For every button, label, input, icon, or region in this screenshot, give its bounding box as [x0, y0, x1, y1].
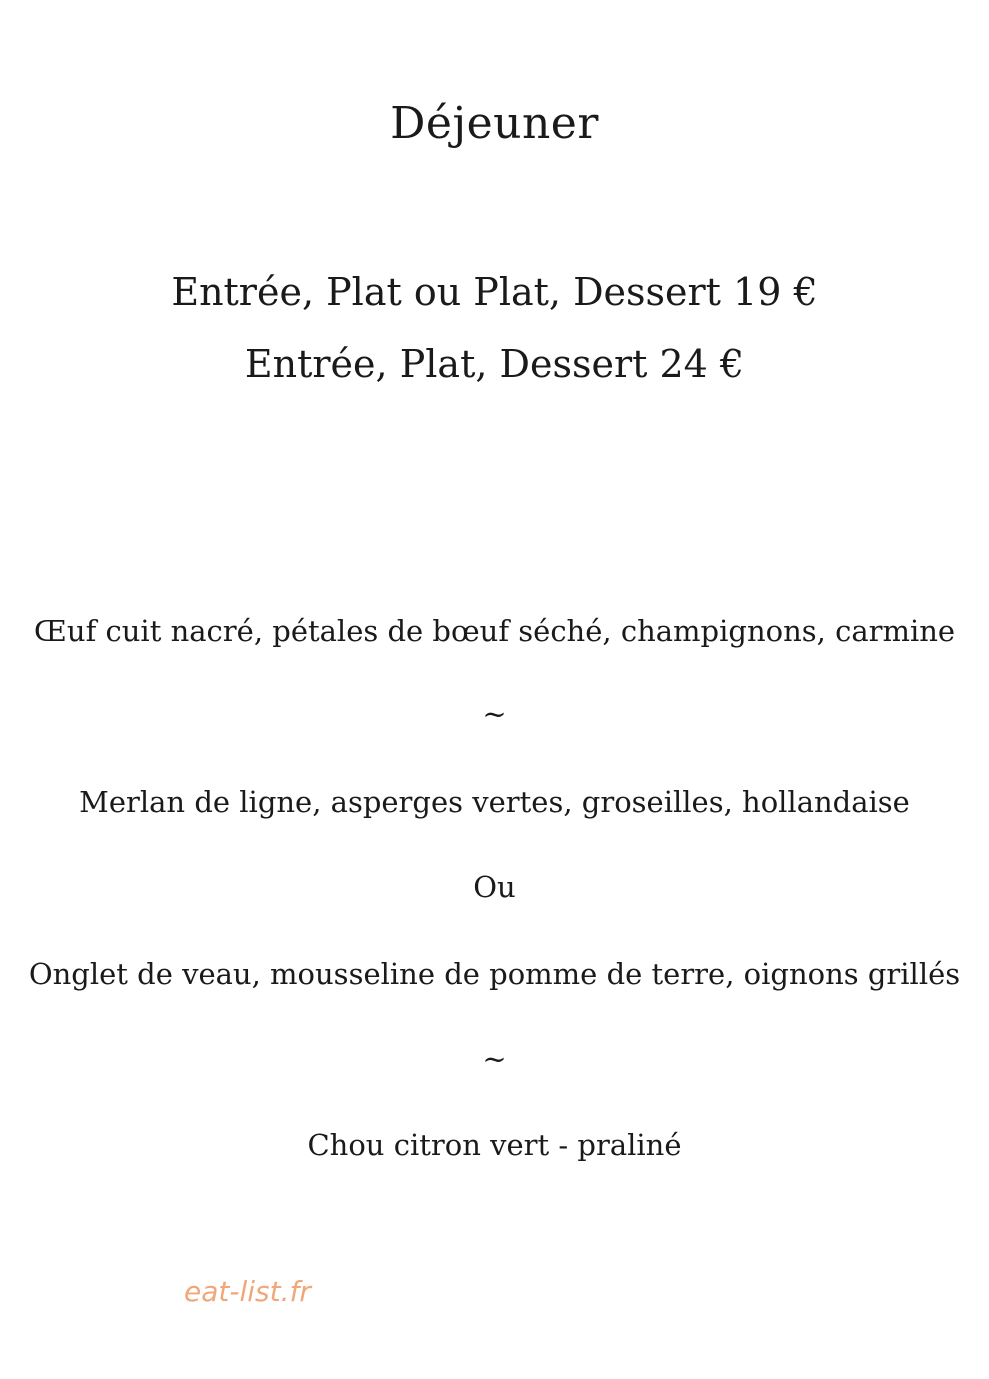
formula-19-euro: Entrée, Plat ou Plat, Dessert 19 €	[171, 270, 818, 314]
formula-24-euro: Entrée, Plat, Dessert 24 €	[244, 342, 745, 386]
menu-title: Déjeuner	[390, 98, 599, 149]
course-separator: ~	[482, 1042, 507, 1076]
main-dish-option-1: Merlan de ligne, asperges vertes, groseilles, hollandaise	[79, 785, 910, 819]
watermark-text: eat-list.fr	[184, 1275, 311, 1308]
dessert-dish: Chou citron vert - praliné	[307, 1128, 682, 1162]
main-dish-option-2: Onglet de veau, mousseline de pomme de terre, oignons grillés	[28, 957, 961, 991]
course-separator: ~	[482, 697, 507, 731]
or-separator: Ou	[473, 870, 516, 904]
starter-dish: Œuf cuit nacré, pétales de bœuf séché, champignons, carmine	[33, 614, 956, 648]
